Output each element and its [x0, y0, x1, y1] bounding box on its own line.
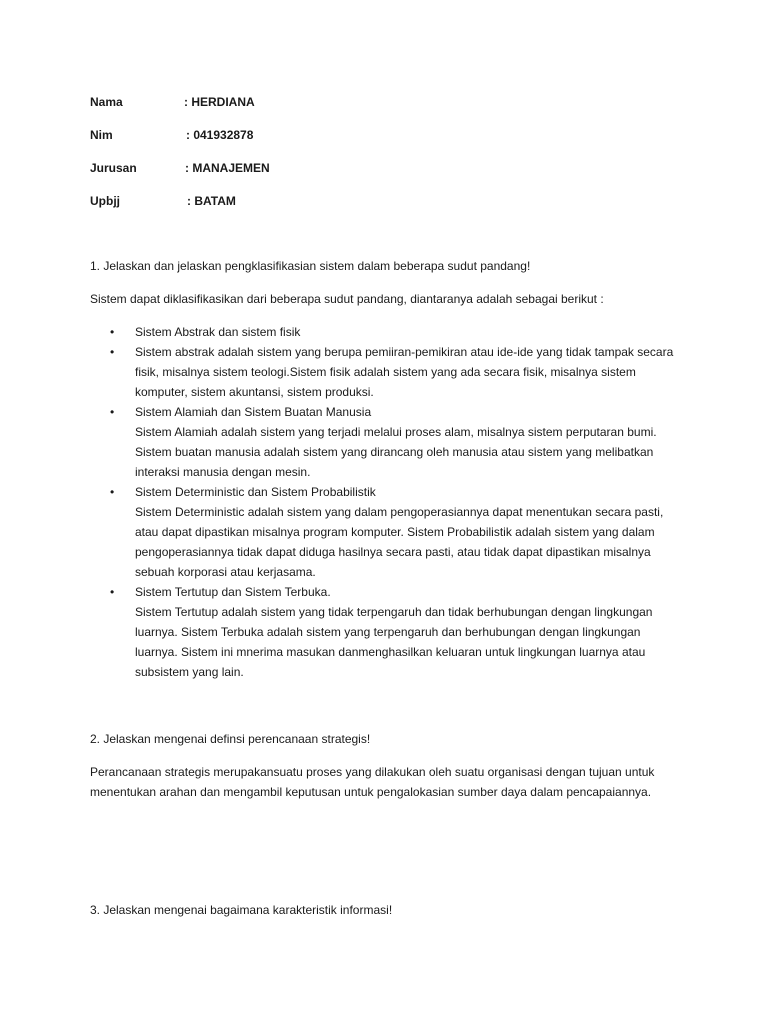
list-item-body: Sistem Deterministic adalah sistem yang dalam pengoperasiannya dapat menentukan secara pasti, atau dapat dipastikan misalnya program komputer. Sistem Probabilistik adalah sistem yang dalam pengoperasiannya tidak dapat diduga hasilnya secara pasti, atau tidak dapat dipastikan misalnya sebuah korporasi atau kerjasama.: [135, 505, 664, 579]
meta-value: : 041932878: [186, 128, 254, 142]
classification-list: [90, 322, 680, 682]
answer-1-intro: Sistem dapat diklasifikasikan dari beberapa sudut pandang, diantaranya adalah sebagai berikut :: [90, 292, 604, 306]
meta-label: Nim: [90, 128, 113, 142]
list-item-body: Sistem Tertutup adalah sistem yang tidak terpengaruh dan tidak berhubungan dengan lingkungan luarnya. Sistem Terbuka adalah sistem yang terpengaruh dan berhubungan dengan lingkungan luarnya. Sistem ini mnerima masukan danmenghasilkan keluaran untuk lingkungan luarnya atau subsistem yang lain.: [135, 605, 653, 679]
list-item-heading: Sistem Alamiah dan Sistem Buatan Manusia: [135, 405, 372, 419]
list-item: [90, 342, 680, 402]
bullet-icon: •: [110, 325, 115, 339]
list-item: [90, 402, 680, 482]
list-item-heading: Sistem Abstrak dan sistem fisik: [135, 325, 301, 339]
answer-2: Perancanaan strategis merupakansuatu proses yang dilakukan oleh suatu organisasi dengan tujuan untuk menentukan arahan dan mengambil keputusan untuk pengalokasian sumber daya dalam pencapaiannya.: [90, 765, 655, 799]
list-item-heading: Sistem Deterministic dan Sistem Probabilistik: [135, 485, 376, 499]
list-item: [90, 482, 680, 582]
list-item-heading: Sistem Tertutup dan Sistem Terbuka.: [135, 585, 331, 599]
meta-label: Nama: [90, 95, 123, 109]
list-item: [90, 582, 680, 682]
meta-label: Jurusan: [90, 161, 137, 175]
bullet-icon: •: [110, 485, 115, 499]
bullet-icon: •: [110, 585, 115, 599]
question-2: 2. Jelaskan mengenai definsi perencanaan strategis!: [90, 732, 371, 746]
list-item-body: Sistem Alamiah adalah sistem yang terjadi melalui proses alam, misalnya sistem perputaran bumi. Sistem buatan manusia adalah sistem yang dirancang oleh manusia atau sistem yang melibatkan interaksi manusia dengan mesin.: [135, 425, 657, 479]
meta-value: : MANAJEMEN: [185, 161, 270, 175]
list-item: [90, 322, 680, 342]
list-item-heading: Sistem abstrak adalah sistem yang berupa pemiiran-pemikiran atau ide-ide yang tidak tampak secara fisik, misalnya sistem teologi.Sistem fisik adalah sistem yang ada secara fisik, misalnya sistem komputer, sistem akuntansi, sistem produksi.: [135, 345, 674, 399]
question-3: 3. Jelaskan mengenai bagaimana karakteristik informasi!: [90, 903, 393, 917]
bullet-icon: •: [110, 405, 115, 419]
meta-value: : HERDIANA: [184, 95, 255, 109]
meta-label: Upbjj: [90, 194, 120, 208]
meta-value: : BATAM: [187, 194, 236, 208]
bullet-icon: •: [110, 345, 115, 359]
question-1: 1. Jelaskan dan jelaskan pengklasifikasian sistem dalam beberapa sudut pandang!: [90, 259, 531, 273]
